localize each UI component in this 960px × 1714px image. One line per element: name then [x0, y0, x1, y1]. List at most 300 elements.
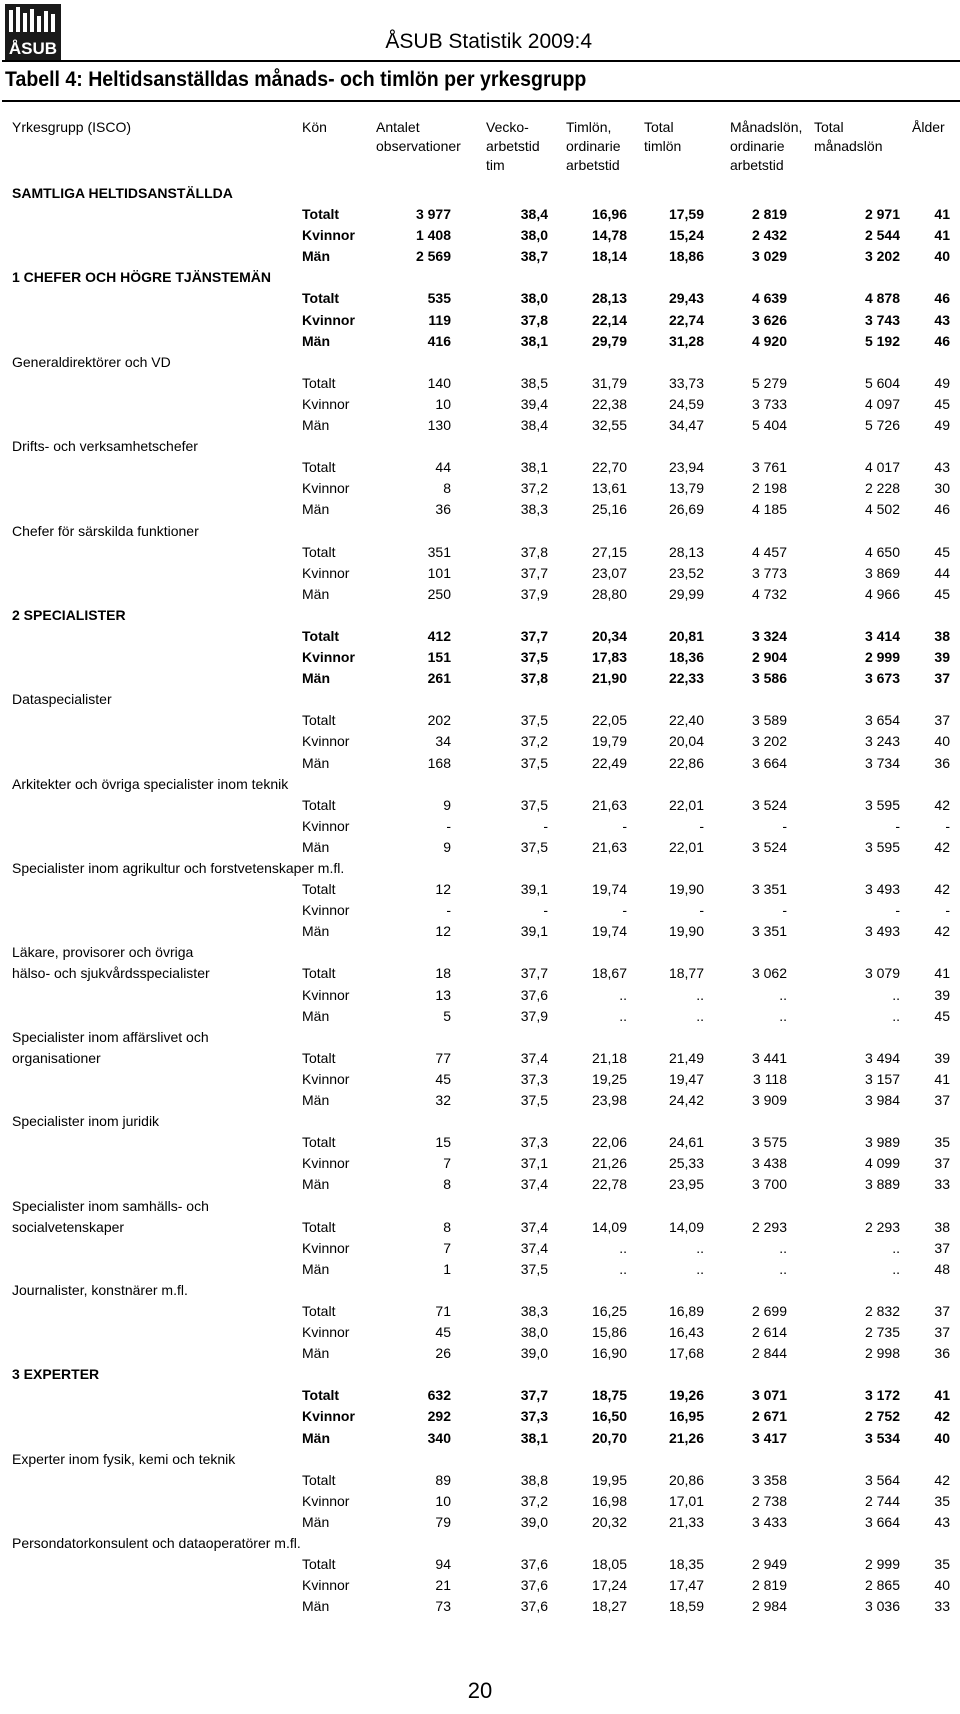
monthly-cell: 2 984	[751, 1598, 787, 1615]
hours-cell: 39,1	[520, 881, 548, 898]
obs-cell: -	[446, 902, 451, 919]
age-cell: 40	[934, 733, 950, 750]
age-cell: 35	[934, 1492, 950, 1509]
obs-cell: -	[446, 817, 451, 834]
monthly-total-cell: ..	[892, 1260, 900, 1277]
hourly-total-cell: 33,73	[668, 374, 704, 391]
age-cell: 49	[934, 374, 950, 391]
hourly-total-cell: 26,69	[668, 501, 704, 518]
sex-cell: Kvinnor	[302, 817, 350, 834]
age-cell: 45	[934, 1007, 950, 1024]
hourly-total-cell: ..	[696, 1260, 704, 1277]
age-cell: 33	[934, 1598, 950, 1615]
group-label: hälso- och sjukvårdsspecialister	[12, 965, 210, 982]
age-cell: 43	[934, 459, 950, 476]
hourly-cell: 22,05	[591, 712, 627, 729]
monthly-cell: 3 029	[751, 248, 787, 265]
hourly-cell: 21,18	[591, 1049, 627, 1066]
hourly-total-cell: 18,86	[668, 248, 704, 265]
obs-cell: 8	[443, 1176, 451, 1193]
obs-cell: 12	[435, 923, 451, 940]
obs-cell: 101	[427, 564, 451, 581]
monthly-cell: 3 351	[751, 923, 787, 940]
hourly-cell: ..	[619, 1260, 627, 1277]
monthly-cell: 2 819	[751, 206, 787, 223]
monthly-total-cell: 3 172	[864, 1387, 900, 1404]
hourly-total-cell: 34,47	[668, 417, 704, 434]
sex-cell: Totalt	[302, 627, 340, 644]
hourly-cell: 19,95	[591, 1471, 627, 1488]
hours-cell: 37,2	[520, 1492, 548, 1509]
obs-cell: 9	[443, 796, 451, 813]
sex-cell: Kvinnor	[302, 1577, 350, 1594]
age-cell: 40	[934, 1577, 950, 1594]
sex-cell: Män	[302, 501, 330, 518]
sex-cell: Kvinnor	[302, 733, 350, 750]
hourly-total-cell: 21,49	[668, 1049, 704, 1066]
hourly-cell: 20,32	[591, 1513, 627, 1530]
hourly-cell: -	[622, 817, 627, 834]
hours-cell: 38,8	[520, 1471, 548, 1488]
hours-cell: 37,5	[520, 1092, 548, 1109]
hours-cell: 37,7	[520, 965, 548, 982]
sex-cell: Totalt	[302, 1387, 340, 1404]
sex-cell: Män	[302, 1007, 330, 1024]
age-cell: 45	[934, 395, 950, 412]
obs-cell: 44	[435, 459, 451, 476]
monthly-cell: 2 198	[751, 480, 787, 497]
group-label: Läkare, provisorer och övriga	[12, 944, 194, 961]
group-label: Specialister inom affärslivet och	[12, 1028, 209, 1045]
hours-cell: 39,0	[520, 1345, 548, 1362]
table-section-row	[0, 773, 960, 794]
table-row	[0, 920, 960, 941]
obs-cell: 151	[427, 649, 451, 666]
monthly-cell: 4 639	[751, 290, 787, 307]
age-cell: 41	[934, 227, 950, 244]
hours-cell: -	[543, 902, 548, 919]
age-cell: 41	[934, 1070, 950, 1087]
group-label: Dataspecialister	[12, 691, 112, 708]
hourly-total-cell: 20,04	[668, 733, 704, 750]
group-label: Arkitekter och övriga specialister inom teknik	[12, 775, 289, 792]
age-cell: 35	[934, 1134, 950, 1151]
age-cell: 49	[934, 417, 950, 434]
obs-cell: 340	[427, 1429, 451, 1446]
sex-cell: Totalt	[302, 206, 340, 223]
table-section-row	[0, 266, 960, 287]
hourly-cell: 14,09	[591, 1218, 627, 1235]
sex-cell: Män	[302, 838, 330, 855]
monthly-cell: 3 118	[753, 1070, 787, 1087]
table-row	[0, 330, 960, 351]
table-row	[0, 752, 960, 773]
table-section-row	[0, 941, 960, 962]
age-cell: 42	[934, 1471, 950, 1488]
monthly-total-cell: 4 966	[864, 585, 900, 602]
age-cell: 41	[934, 965, 950, 982]
hours-cell: 38,1	[520, 332, 548, 349]
age-cell: 38	[934, 627, 950, 644]
age-cell: 37	[934, 1092, 950, 1109]
table-row	[0, 815, 960, 836]
monthly-total-cell: 3 079	[864, 965, 900, 982]
monthly-cell: 2 699	[751, 1302, 787, 1319]
table-row	[0, 414, 960, 435]
monthly-cell: 3 351	[751, 881, 787, 898]
hours-cell: 38,0	[520, 290, 548, 307]
table-section-row	[0, 604, 960, 625]
obs-cell: 15	[435, 1134, 451, 1151]
age-cell: 43	[934, 311, 950, 328]
age-cell: 39	[934, 1049, 950, 1066]
table-row	[0, 203, 960, 224]
table-row	[0, 1237, 960, 1258]
hourly-total-cell: 16,89	[668, 1302, 704, 1319]
obs-cell: 10	[435, 1492, 451, 1509]
col-header-monthly-total: Total månadslön	[814, 119, 883, 154]
hours-cell: -	[543, 817, 548, 834]
hourly-total-cell: 18,77	[668, 965, 704, 982]
hourly-total-cell: 22,01	[668, 838, 704, 855]
monthly-total-cell: 4 502	[864, 501, 900, 518]
hours-cell: 38,4	[520, 417, 548, 434]
hourly-total-cell: 22,40	[668, 712, 704, 729]
hourly-cell: 31,79	[591, 374, 627, 391]
table-row	[0, 1131, 960, 1152]
obs-cell: 2 569	[415, 248, 451, 265]
monthly-cell: 3 575	[751, 1134, 787, 1151]
group-label: 3 EXPERTER	[12, 1366, 100, 1383]
sex-cell: Totalt	[302, 543, 336, 560]
age-cell: 41	[934, 206, 950, 223]
table-row	[0, 583, 960, 604]
table-row	[0, 1511, 960, 1532]
sex-cell: Kvinnor	[302, 1408, 355, 1425]
table-row	[0, 224, 960, 245]
obs-cell: 71	[435, 1302, 451, 1319]
monthly-cell: -	[782, 817, 787, 834]
hours-cell: 37,2	[520, 480, 548, 497]
hourly-total-cell: 17,59	[668, 206, 704, 223]
hourly-cell: 29,79	[591, 332, 627, 349]
monthly-cell: 3 438	[751, 1155, 787, 1172]
table-row	[0, 1047, 960, 1068]
hourly-cell: 23,07	[591, 564, 627, 581]
table-section-row	[0, 1363, 960, 1384]
hourly-total-cell: 18,59	[668, 1598, 704, 1615]
monthly-total-cell: 3 564	[864, 1471, 900, 1488]
table-row	[0, 1068, 960, 1089]
hours-cell: 38,5	[520, 374, 548, 391]
hours-cell: 37,4	[520, 1218, 548, 1235]
hours-cell: 38,1	[520, 1429, 548, 1446]
monthly-total-cell: 2 971	[864, 206, 900, 223]
obs-cell: 73	[435, 1598, 451, 1615]
hours-cell: 37,4	[520, 1239, 548, 1256]
hourly-cell: 15,86	[591, 1324, 627, 1341]
table-row	[0, 1405, 960, 1426]
obs-cell: 140	[427, 374, 451, 391]
obs-cell: 1	[443, 1260, 451, 1277]
hours-cell: 37,4	[520, 1049, 548, 1066]
age-cell: 30	[934, 480, 950, 497]
obs-cell: 292	[427, 1408, 451, 1425]
obs-cell: 7	[443, 1155, 451, 1172]
hours-cell: 37,7	[520, 1387, 548, 1404]
monthly-cell: 5 279	[751, 374, 787, 391]
obs-cell: 119	[428, 311, 451, 328]
hourly-cell: 19,74	[591, 923, 627, 940]
table-section-row	[0, 688, 960, 709]
sex-cell: Män	[302, 1429, 330, 1446]
table-row	[0, 1152, 960, 1173]
obs-cell: 261	[427, 670, 451, 687]
header-rule	[2, 60, 960, 62]
hours-cell: 37,6	[520, 1598, 548, 1615]
obs-cell: 21	[435, 1577, 451, 1594]
sex-cell: Män	[302, 1345, 330, 1362]
age-cell: 37	[934, 1239, 950, 1256]
monthly-total-cell: 4 097	[864, 395, 900, 412]
obs-cell: 351	[427, 543, 451, 560]
obs-cell: 130	[427, 417, 451, 434]
obs-cell: 5	[443, 1007, 451, 1024]
monthly-total-cell: 3 664	[864, 1513, 900, 1530]
age-cell: 44	[934, 564, 950, 581]
age-cell: 42	[934, 838, 950, 855]
monthly-cell: 3 062	[751, 965, 787, 982]
group-label: 2 SPECIALISTER	[12, 606, 126, 623]
sex-cell: Kvinnor	[302, 1492, 350, 1509]
monthly-cell: 2 671	[751, 1408, 787, 1425]
monthly-cell: 3 358	[751, 1471, 787, 1488]
group-label: SAMTLIGA HELTIDSANSTÄLLDA	[12, 185, 233, 201]
obs-cell: 7	[443, 1239, 451, 1256]
table-row	[0, 1490, 960, 1511]
age-cell: 36	[934, 754, 950, 771]
age-cell: 42	[934, 796, 950, 813]
monthly-cell: 3 071	[751, 1387, 787, 1404]
table-row	[0, 878, 960, 899]
table-row	[0, 1574, 960, 1595]
hourly-total-cell: 28,13	[668, 543, 704, 560]
hourly-cell: 32,55	[591, 417, 627, 434]
monthly-cell: 2 949	[751, 1556, 787, 1573]
group-label: Journalister, konstnärer m.fl.	[12, 1281, 188, 1298]
table-row	[0, 1173, 960, 1194]
hourly-total-cell: 25,33	[668, 1155, 704, 1172]
sex-cell: Totalt	[302, 1218, 336, 1235]
monthly-total-cell: 3 493	[864, 923, 900, 940]
monthly-total-cell: 3 743	[864, 311, 900, 328]
hourly-cell: 23,98	[591, 1092, 627, 1109]
age-cell: 46	[934, 290, 950, 307]
table-row	[0, 962, 960, 983]
age-cell: -	[945, 902, 950, 919]
hours-cell: 38,4	[520, 206, 548, 223]
monthly-cell: 2 904	[751, 649, 787, 666]
monthly-total-cell: 3 889	[864, 1176, 900, 1193]
obs-cell: 45	[435, 1070, 451, 1087]
age-cell: 36	[934, 1345, 950, 1362]
hours-cell: 38,0	[520, 1324, 548, 1341]
hourly-total-cell: 20,81	[668, 627, 704, 644]
hourly-cell: ..	[619, 986, 627, 1003]
obs-cell: 8	[443, 480, 451, 497]
sex-cell: Män	[302, 923, 330, 940]
monthly-cell: 4 185	[751, 501, 787, 518]
monthly-cell: 5 404	[751, 417, 787, 434]
monthly-cell: 2 844	[751, 1345, 787, 1362]
hours-cell: 37,6	[520, 1577, 548, 1594]
table-row	[0, 730, 960, 751]
table-section-row	[0, 1532, 960, 1553]
hourly-total-cell: 21,26	[668, 1429, 704, 1446]
monthly-total-cell: 4 650	[864, 543, 900, 560]
monthly-total-cell: 2 544	[864, 227, 900, 244]
monthly-total-cell: 3 984	[864, 1092, 900, 1109]
monthly-total-cell: 2 228	[864, 480, 900, 497]
monthly-cell: 4 457	[751, 543, 787, 560]
table-row	[0, 245, 960, 266]
hourly-total-cell: 18,35	[668, 1556, 704, 1573]
table-section-row	[0, 182, 960, 203]
hourly-total-cell: ..	[696, 1007, 704, 1024]
obs-cell: 13	[435, 986, 451, 1003]
sex-cell: Totalt	[302, 1471, 336, 1488]
col-header-age: Ålder	[912, 119, 945, 135]
group-label: Specialister inom juridik	[12, 1113, 160, 1130]
hourly-cell: 19,79	[591, 733, 627, 750]
table-row	[0, 541, 960, 562]
hourly-total-cell: 14,09	[668, 1218, 704, 1235]
hourly-cell: 20,70	[591, 1429, 627, 1446]
table-row	[0, 287, 960, 308]
age-cell: 37	[934, 1155, 950, 1172]
hours-cell: 37,5	[520, 712, 548, 729]
monthly-cell: 3 202	[751, 733, 787, 750]
sex-cell: Kvinnor	[302, 311, 355, 328]
monthly-cell: 3 773	[751, 564, 787, 581]
monthly-total-cell: 3 869	[864, 564, 900, 581]
table-row	[0, 1469, 960, 1490]
hours-cell: 37,2	[520, 733, 548, 750]
monthly-cell: 3 441	[751, 1049, 787, 1066]
hourly-cell: 13,61	[591, 480, 627, 497]
monthly-cell: 3 524	[751, 796, 787, 813]
hourly-total-cell: 29,43	[668, 290, 704, 307]
sex-cell: Totalt	[302, 290, 340, 307]
table-row	[0, 1553, 960, 1574]
hourly-cell: 16,25	[591, 1302, 627, 1319]
sex-cell: Män	[302, 417, 330, 434]
hours-cell: 37,8	[520, 670, 548, 687]
hours-cell: 37,9	[520, 585, 548, 602]
age-cell: 37	[934, 1302, 950, 1319]
monthly-total-cell: ..	[892, 1007, 900, 1024]
sex-cell: Totalt	[302, 1556, 336, 1573]
table-row	[0, 1427, 960, 1448]
monthly-cell: 2 819	[751, 1577, 787, 1594]
hourly-total-cell: 18,36	[668, 649, 704, 666]
table-row	[0, 456, 960, 477]
sex-cell: Män	[302, 1513, 330, 1530]
logo-text: ÅSUB	[8, 39, 58, 58]
monthly-total-cell: ..	[892, 1239, 900, 1256]
age-cell: 42	[934, 923, 950, 940]
hourly-total-cell: 17,01	[668, 1492, 704, 1509]
sex-cell: Män	[302, 1260, 330, 1277]
monthly-cell: 3 700	[751, 1176, 787, 1193]
sex-cell: Män	[302, 754, 330, 771]
col-header-hourly: Timlön, ordinarie arbetstid	[566, 119, 621, 173]
hourly-total-cell: 23,95	[668, 1176, 704, 1193]
hourly-total-cell: 15,24	[668, 227, 704, 244]
table-row	[0, 1342, 960, 1363]
monthly-total-cell: 5 192	[864, 332, 900, 349]
obs-cell: 45	[435, 1324, 451, 1341]
sex-cell: Kvinnor	[302, 1070, 350, 1087]
hours-cell: 37,8	[520, 543, 548, 560]
group-label: Generaldirektörer och VD	[12, 353, 171, 370]
obs-cell: 1 408	[415, 227, 451, 244]
monthly-cell: ..	[779, 1239, 787, 1256]
hours-cell: 38,7	[520, 248, 548, 265]
monthly-cell: 2 293	[751, 1218, 787, 1235]
monthly-total-cell: 2 744	[864, 1492, 900, 1509]
hourly-cell: 16,50	[591, 1408, 627, 1425]
hours-cell: 38,1	[520, 459, 548, 476]
age-cell: 35	[934, 1556, 950, 1573]
hours-cell: 38,3	[520, 501, 548, 518]
monthly-total-cell: 2 999	[864, 1556, 900, 1573]
table-section-row	[0, 857, 960, 878]
monthly-cell: 2 614	[751, 1324, 787, 1341]
hourly-cell: 21,63	[591, 796, 627, 813]
hours-cell: 37,7	[520, 627, 548, 644]
monthly-cell: 2 738	[751, 1492, 787, 1509]
obs-cell: 77	[435, 1049, 451, 1066]
age-cell: 46	[934, 332, 950, 349]
monthly-total-cell: 3 202	[864, 248, 900, 265]
obs-cell: 250	[427, 585, 451, 602]
monthly-total-cell: 2 998	[864, 1345, 900, 1362]
hourly-total-cell: 22,74	[668, 311, 704, 328]
obs-cell: 94	[435, 1556, 451, 1573]
table-row	[0, 1300, 960, 1321]
table-row	[0, 836, 960, 857]
sex-cell: Totalt	[302, 712, 336, 729]
sex-cell: Totalt	[302, 1049, 336, 1066]
obs-cell: 9	[443, 838, 451, 855]
monthly-total-cell: 4 099	[864, 1155, 900, 1172]
hourly-cell: 18,14	[591, 248, 627, 265]
monthly-cell: 3 626	[751, 311, 787, 328]
hours-cell: 37,3	[520, 1070, 548, 1087]
table-row	[0, 372, 960, 393]
age-cell: 40	[934, 1429, 950, 1446]
group-label: Persondatorkonsulent och dataoperatörer m.fl.	[12, 1535, 301, 1551]
age-cell: 42	[934, 1408, 950, 1425]
monthly-cell: 4 732	[751, 585, 787, 602]
monthly-total-cell: 3 595	[864, 838, 900, 855]
sex-cell: Kvinnor	[302, 649, 355, 666]
hourly-total-cell: 19,90	[668, 881, 704, 898]
obs-cell: 168	[427, 754, 451, 771]
obs-cell: 18	[435, 965, 451, 982]
table-row	[0, 309, 960, 330]
